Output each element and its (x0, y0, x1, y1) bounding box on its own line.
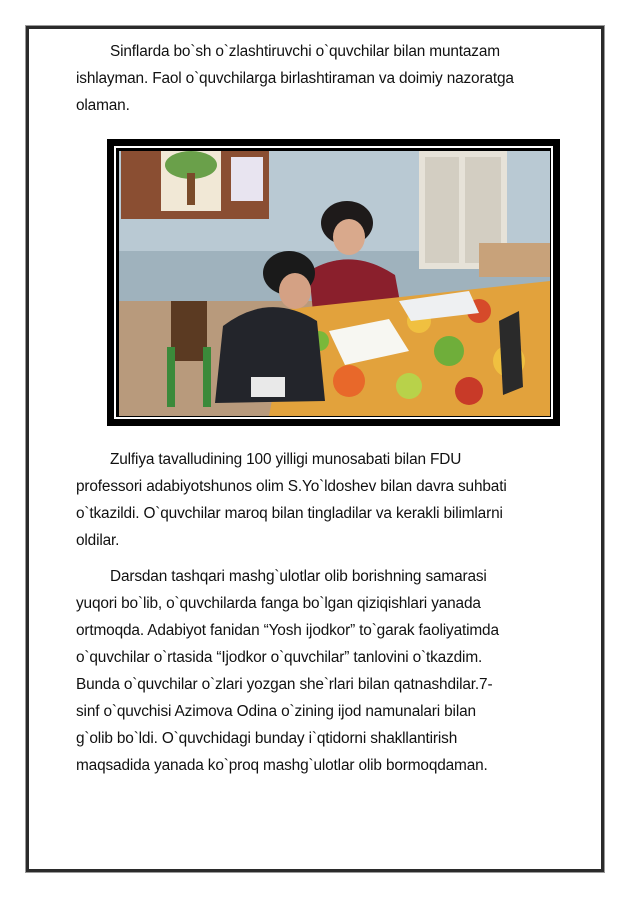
text-line: sinf o`quvchisi Azimova Odina o`zining ijod namunalari bilan (76, 703, 476, 720)
text-line: Zulfiya tavalludining 100 yilligi munosabati bilan FDU (110, 451, 462, 468)
paragraph-1 (76, 38, 592, 119)
text-line: yuqori bo`lib, o`quvchilarda fanga bo`lgan qiziqishlari yanada (76, 595, 481, 612)
text-line: Bunda o`quvchilar o`zlari yozgan she`rlari bilan qatnashdilar.7- (76, 676, 493, 693)
text-line: o`tkazildi. O`quvchilar maroq bilan tingladilar va kerakli bilimlarni (76, 505, 503, 522)
text-line: olaman. (76, 97, 130, 114)
text-line: maqsadida yanada ko`proq mashg`ulotlar olib bormoqdaman. (76, 757, 488, 774)
text-line: ishlayman. Faol o`quvchilarga birlashtiraman va doimiy nazoratga (76, 70, 514, 87)
classroom-photo-illustration (119, 151, 550, 416)
text-line: o`quvchilar o`rtasida “Ijodkor o`quvchilar” tanlovini o`tkazdim. (76, 649, 483, 666)
paragraph-3 (76, 563, 592, 779)
photo-border (114, 146, 553, 419)
text-line: Sinflarda bo`sh o`zlashtiruvchi o`quvchilar bilan muntazam (110, 43, 500, 60)
text-line: ortmoqda. Adabiyot fanidan “Yosh ijodkor” to`garak faoliyatimda (76, 622, 499, 639)
paragraph-2 (76, 446, 592, 554)
classroom-photo (107, 139, 560, 426)
text-line: g`olib bo`ldi. O`quvchidagi bunday i`qtidorni shakllantirish (76, 730, 458, 747)
text-line: professori adabiyotshunos olim S.Yo`ldoshev bilan davra suhbati (76, 478, 507, 495)
text-line: Darsdan tashqari mashg`ulotlar olib borishning samarasi (110, 568, 487, 585)
text-line: oldilar. (76, 532, 120, 549)
